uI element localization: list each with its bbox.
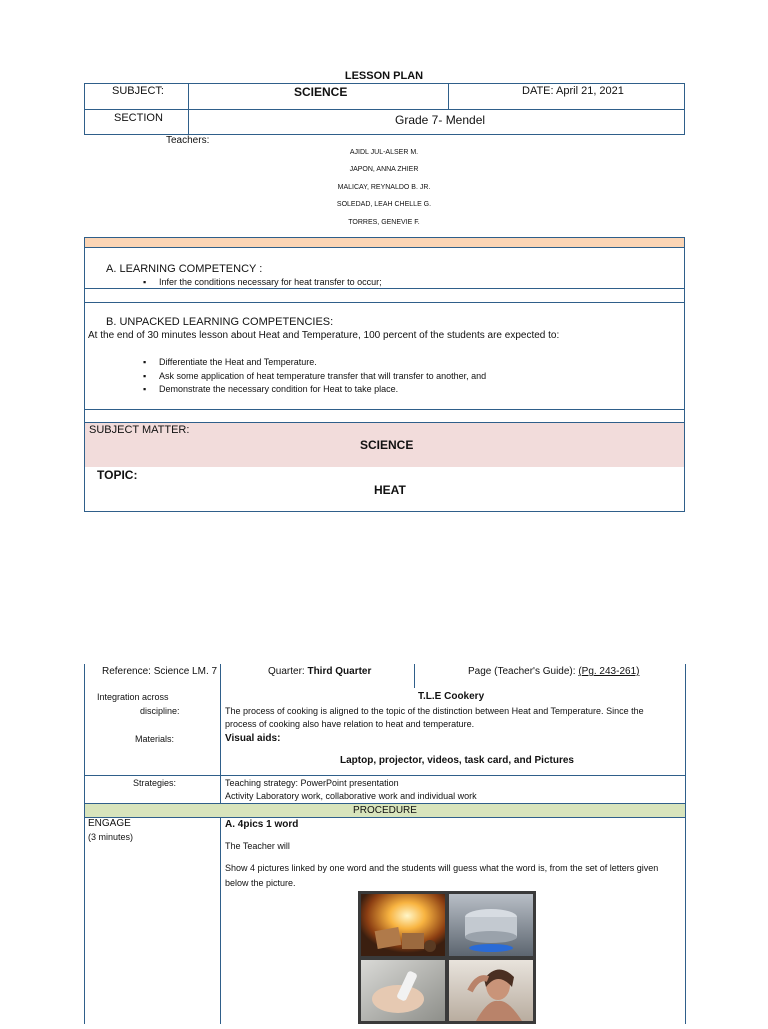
strategies-label: Strategies: xyxy=(133,778,177,788)
subject-matter-value: SCIENCE xyxy=(360,438,414,452)
teacher-name: SOLEDAD, LEAH CHELLE G. xyxy=(336,201,432,208)
reference: Reference: Science LM. 7 xyxy=(102,666,218,677)
teacher-name: MALICAY, REYNALDO B. JR. xyxy=(337,184,431,191)
unpacked-heading: B. UNPACKED LEARNING COMPETENCIES: xyxy=(106,316,334,328)
subject-matter-label: SUBJECT MATTER: xyxy=(89,424,190,436)
subject-value: SCIENCE xyxy=(294,85,348,99)
unpacked-item: ▪ Ask some application of heat temperature transfer that will transfer to another, and xyxy=(159,371,486,381)
integration-title: T.L.E Cookery xyxy=(418,691,485,702)
quarter xyxy=(268,666,371,677)
integration-label: discipline: xyxy=(140,706,180,716)
unpacked-item: ▪ Demonstrate the necessary condition for Heat to take place. xyxy=(159,384,398,394)
four-pics-photos xyxy=(358,891,536,1024)
integration-label: Integration across xyxy=(97,692,169,702)
teacher-name: JAPON, ANNA ZHIER xyxy=(349,166,419,173)
teachers-label: Teachers: xyxy=(166,135,210,146)
section-value: Grade 7- Mendel xyxy=(395,113,486,127)
four-pics-image xyxy=(358,891,536,1024)
peach-band xyxy=(85,238,684,247)
competency-item: ▪ Infer the conditions necessary for heat transfer to occur; xyxy=(159,277,382,287)
strategies-text: Activity Laboratory work, collaborative work and individual work xyxy=(225,791,477,801)
materials-value: Laptop, projector, videos, task card, and Pictures xyxy=(340,755,574,766)
date-label: DATE: April 21, 2021 xyxy=(522,85,624,97)
pot-photo xyxy=(449,894,533,956)
engage-text: The Teacher will xyxy=(225,841,290,851)
unpacked-intro: At the end of 30 minutes lesson about Heat and Temperature, 100 percent of the students are expected to: xyxy=(88,330,560,341)
quarter-value: Third Quarter xyxy=(307,666,372,677)
integration-text: The process of cooking is aligned to the topic of the distinction between Heat and Temperature. Since the xyxy=(225,706,644,716)
thermometer-photo xyxy=(361,960,445,1021)
engage-text: Show 4 pictures linked by one word and the students will guess what the word is, from the set of letters given xyxy=(225,863,659,873)
engage-label: ENGAGE xyxy=(88,818,131,829)
competency-heading: A. LEARNING COMPETENCY : xyxy=(106,263,263,275)
engage-time: (3 minutes) xyxy=(88,832,134,842)
teacher-name: AJIDL JUL-ALSER M. xyxy=(349,149,419,156)
materials-title: Visual aids: xyxy=(225,733,281,744)
teacher-name: TORRES, GENEVIE F. xyxy=(348,219,420,226)
topic-label: TOPIC: xyxy=(97,468,138,482)
lesson-plan-title: LESSON PLAN xyxy=(344,70,424,82)
page-label: Page (Teacher's Guide): xyxy=(468,666,579,677)
topic-value: HEAT xyxy=(374,483,406,497)
quarter-label: Quarter: xyxy=(268,666,308,677)
fire-photo xyxy=(361,894,445,956)
section-label: SECTION xyxy=(114,112,163,124)
woman-photo xyxy=(449,960,533,1021)
unpacked-item: ▪ Differentiate the Heat and Temperature. xyxy=(159,357,317,367)
subject-label: SUBJECT: xyxy=(112,85,164,97)
strategies-text: Teaching strategy: PowerPoint presentation xyxy=(225,778,399,788)
page-ref xyxy=(468,666,639,677)
engage-title: A. 4pics 1 word xyxy=(225,819,299,830)
engage-text: below the picture. xyxy=(225,878,296,888)
procedure-label: PROCEDURE xyxy=(353,805,417,816)
integration-text: process of cooking also have relation to heat and temperature. xyxy=(225,719,475,729)
materials-label: Materials: xyxy=(135,734,175,744)
page-value: (Pg. 243-261) xyxy=(578,666,640,677)
